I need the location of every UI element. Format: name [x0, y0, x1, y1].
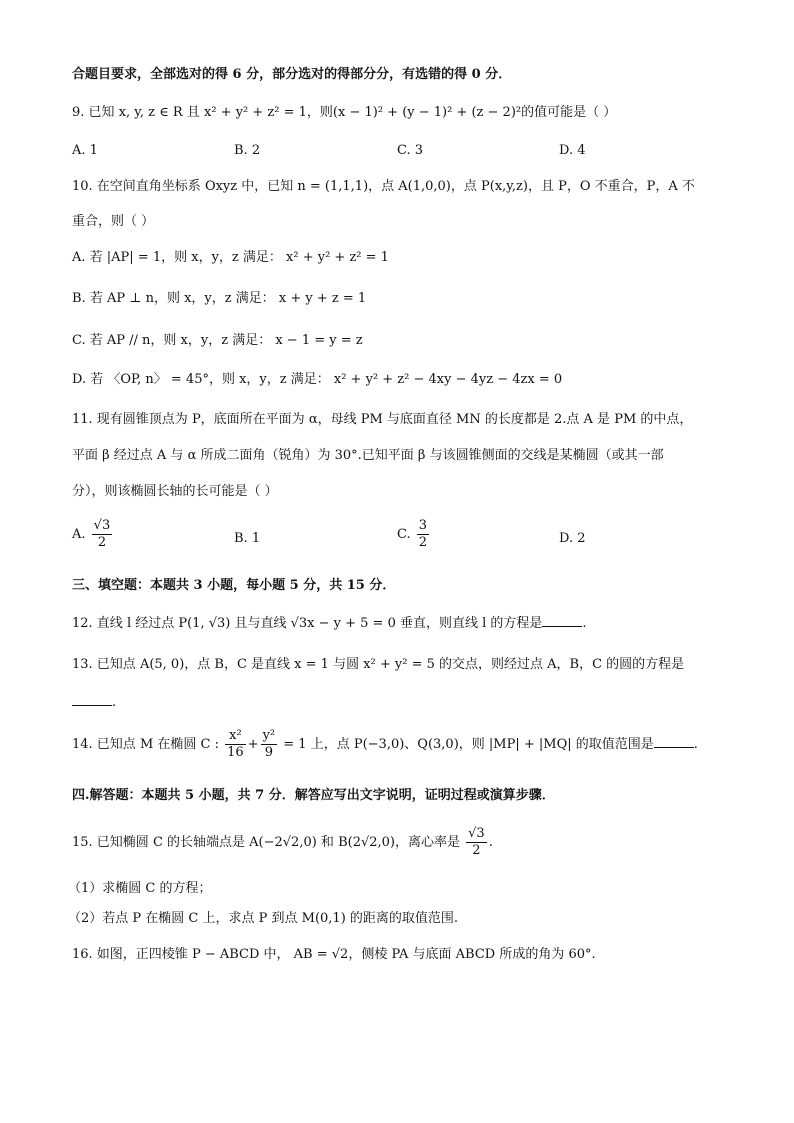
- q13-post: .: [112, 695, 117, 710]
- question-15-stem: [72, 826, 493, 859]
- scoring-instruction: 合题目要求，全部选对的得 6 分，部分选对的得部分分，有选错的得 0 分．: [72, 67, 512, 82]
- answer-blank[interactable]: [654, 735, 694, 748]
- q9-mid2: ，则: [306, 105, 333, 120]
- fraction-denominator: 2: [472, 843, 481, 858]
- question-11-stem-line1: 11. 现有圆锥顶点为 P，底面所在平面为 α，母线 PM 与底面直径 MN 的长度都是 2.点 A 是 PM 的中点，: [72, 412, 693, 427]
- question-14: [72, 728, 698, 761]
- question-9-stem: [72, 104, 616, 122]
- answer-blank[interactable]: [72, 693, 112, 706]
- question-13-line1: 13. 已知点 A(5, 0)，点 B，C 是直线 x = 1 与圆 x² + y² = 5 的交点，则经过点 A，B，C 的圆的方程是: [72, 657, 685, 672]
- q11-option-c-label: C.: [397, 527, 411, 542]
- q12-text: 12. 直线 l 经过点 P(1, √3) 且与直线 √3x − y + 5 = 0 垂直，则直线 l 的方程是: [72, 616, 543, 631]
- question-13-line2: [72, 693, 116, 712]
- q15-eccentricity-fraction: [466, 826, 487, 859]
- question-12: [72, 614, 587, 633]
- q14-plus: +: [247, 737, 259, 752]
- section-3-heading: 三、填空题：本题共 3 小题，每小题 5 分，共 15 分．: [72, 578, 396, 593]
- q11-option-c-fraction: [417, 518, 429, 551]
- fraction-numerator: 3: [418, 518, 428, 533]
- q11-option-a-label: A.: [72, 527, 86, 542]
- q15-part-2: （2）若点 P 在椭圆 C 上，求点 P 到点 M(0,1) 的距离的取值范围.: [68, 911, 459, 926]
- question-11-stem-line3: 分），则该椭圆长轴的长可能是（ ）: [72, 484, 278, 499]
- q15-post: .: [488, 835, 493, 850]
- fraction-numerator: y²: [262, 728, 276, 743]
- q9-option-c: C. 3: [397, 143, 424, 158]
- q14-post: .: [693, 737, 698, 752]
- q9-post: 的值可能是（ ）: [521, 105, 617, 120]
- fraction-denominator: 2: [418, 535, 428, 550]
- section-4-heading: 四.解答题：本题共 5 小题，共 7 分．解答应写出文字说明，证明过程或演算步骤．: [72, 788, 555, 803]
- q10-option-b: B. 若 AP ⊥ n，则 x，y，z 满足： x + y + z = 1: [72, 291, 367, 306]
- q9-math1: x, y, z ∈ R: [118, 105, 183, 120]
- q11-option-c: [397, 518, 431, 551]
- q14-fraction-y: [261, 728, 278, 761]
- q14-pre: 14. 已知点 M 在椭圆 C :: [72, 737, 219, 752]
- question-10-stem-line1: 10. 在空间直角坐标系 Oxyz 中，已知 n = (1,1,1)，点 A(1,0,0)，点 P(x,y,z)，且 P，O 不重合，P，A 不: [72, 179, 695, 194]
- q11-option-a-fraction: [92, 518, 113, 551]
- fraction-numerator: x²: [225, 728, 246, 745]
- q9-math2: x² + y² + z² = 1: [204, 105, 307, 120]
- q10-option-a: A. 若 |AP| = 1，则 x，y，z 满足： x² + y² + z² = 1: [72, 250, 389, 265]
- q11-option-a: [72, 518, 114, 551]
- fraction-denominator: 9: [264, 745, 273, 760]
- q14-mid: = 1 上，点 P(−3,0)、Q(3,0)，则 |MP| + |MQ| 的取值范围是: [283, 737, 654, 752]
- q14-fraction-x: [225, 728, 246, 761]
- q9-mid: 且: [186, 105, 200, 120]
- q15-part-1: （1）求椭圆 C 的方程；: [68, 881, 212, 896]
- q10-option-d: D. 若 〈OP, n〉 = 45°，则 x，y，z 满足： x² + y² + z² − 4xy − 4yz − 4zx = 0: [72, 372, 563, 387]
- answer-blank[interactable]: [542, 614, 582, 627]
- q10-option-c: C. 若 AP // n，则 x，y，z 满足： x − 1 = y = z: [72, 333, 363, 348]
- fraction-numerator: √3: [468, 826, 485, 841]
- fraction-denominator: 16: [227, 745, 244, 760]
- question-11-stem-line2: 平面 β 经过点 A 与 α 所成二面角（锐角）为 30°.已知平面 β 与该圆锥侧面的交线是某椭圆（或其一部: [72, 448, 664, 463]
- q15-pre: 15. 已知椭圆 C 的长轴端点是 A(−2√2,0) 和 B(2√2,0)，离心率是: [72, 835, 460, 850]
- fraction-numerator: √3: [93, 518, 111, 533]
- q9-option-b: B. 2: [234, 143, 261, 158]
- q12-post: .: [582, 616, 587, 631]
- q9-option-a: A. 1: [72, 143, 98, 158]
- q9-pre: 9. 已知: [72, 105, 115, 120]
- q9-option-d: D. 4: [559, 143, 586, 158]
- fraction-denominator: 2: [97, 535, 107, 550]
- q11-option-b: B. 1: [234, 531, 261, 546]
- question-16-stem: 16. 如图，正四棱锥 P − ABCD 中， AB = √2，侧棱 PA 与底面 ABCD 所成的角为 60°.: [72, 947, 596, 962]
- q9-math3: (x − 1)² + (y − 1)² + (z − 2)²: [332, 105, 522, 120]
- question-10-stem-line2: 重合，则（ ）: [72, 214, 155, 229]
- q11-option-d: D. 2: [559, 531, 586, 546]
